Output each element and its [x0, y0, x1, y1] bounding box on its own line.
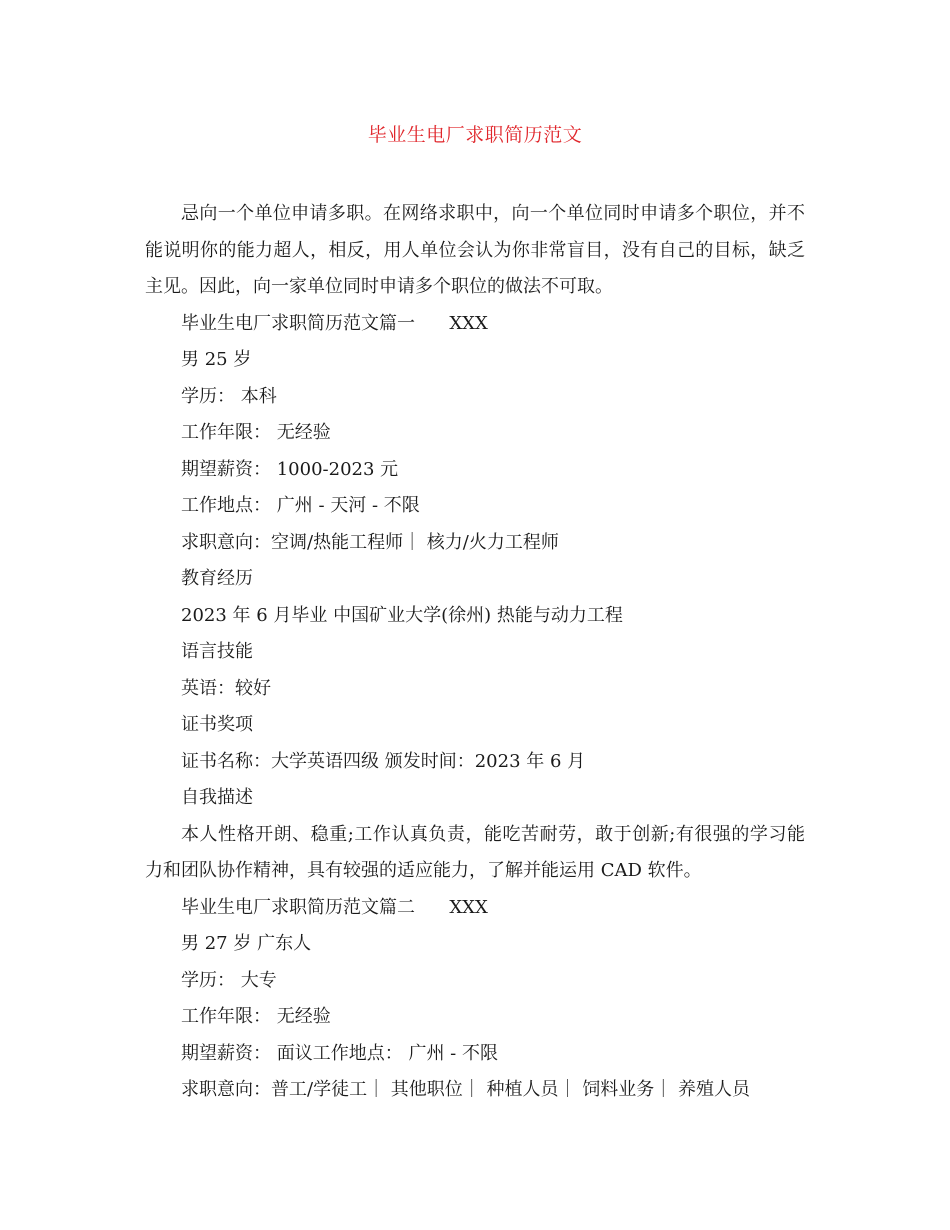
- resume-two-job-intention: 求职意向：普工/学徒工｜ 其他职位｜ 种植人员｜ 饲料业务｜ 养殖人员: [181, 1079, 750, 1100]
- section-certificates-heading: 证书奖项: [181, 714, 253, 735]
- resume-one-salary: 期望薪资： 1000-2023 元: [181, 458, 399, 480]
- education-entry: 2023 年 6 月毕业 中国矿业大学(徐州) 热能与动力工程: [181, 604, 623, 626]
- self-description-paragraph: 本人性格开朗、稳重;工作认真负责，能吃苦耐劳，敢于创新;有很强的学习能力和团队协作精神，具有较强的适应能力，了解并能运用 CAD 软件。: [145, 823, 805, 881]
- document-title: 毕业生电厂求职简历范文: [367, 124, 583, 146]
- certificate-entry: 证书名称：大学英语四级 颁发时间：2023 年 6 月: [181, 750, 586, 772]
- resume-one-heading: 毕业生电厂求职简历范文篇一 XXX: [181, 312, 488, 334]
- resume-one-job-intention: 求职意向：空调/热能工程师｜ 核力/火力工程师: [181, 531, 559, 553]
- resume-one-location: 工作地点： 广州 - 天河 - 不限: [181, 495, 420, 516]
- resume-two-education: 学历： 大专: [181, 969, 277, 991]
- section-self-description-heading: 自我描述: [181, 787, 253, 808]
- section-education-heading: 教育经历: [181, 568, 253, 589]
- resume-two-salary-location: 期望薪资： 面议工作地点： 广州 - 不限: [181, 1042, 498, 1064]
- resume-two-gender-age: 男 27 岁 广东人: [181, 933, 312, 954]
- resume-one-work-years: 工作年限： 无经验: [181, 422, 331, 443]
- resume-one-education: 学历： 本科: [181, 385, 277, 407]
- resume-two-work-years: 工作年限： 无经验: [181, 1006, 331, 1027]
- resume-one-gender-age: 男 25 岁: [181, 349, 252, 370]
- section-language-heading: 语言技能: [181, 641, 253, 662]
- intro-paragraph: 忌向一个单位申请多职。在网络求职中，向一个单位同时申请多个职位，并不能说明你的能力超人，相反，用人单位会认为你非常盲目，没有自己的目标，缺乏主见。因此，向一家单位同时申请多个职位的做法不可取。: [145, 203, 805, 297]
- resume-two-heading: 毕业生电厂求职简历范文篇二 XXX: [181, 896, 488, 918]
- language-entry: 英语：较好: [181, 677, 271, 699]
